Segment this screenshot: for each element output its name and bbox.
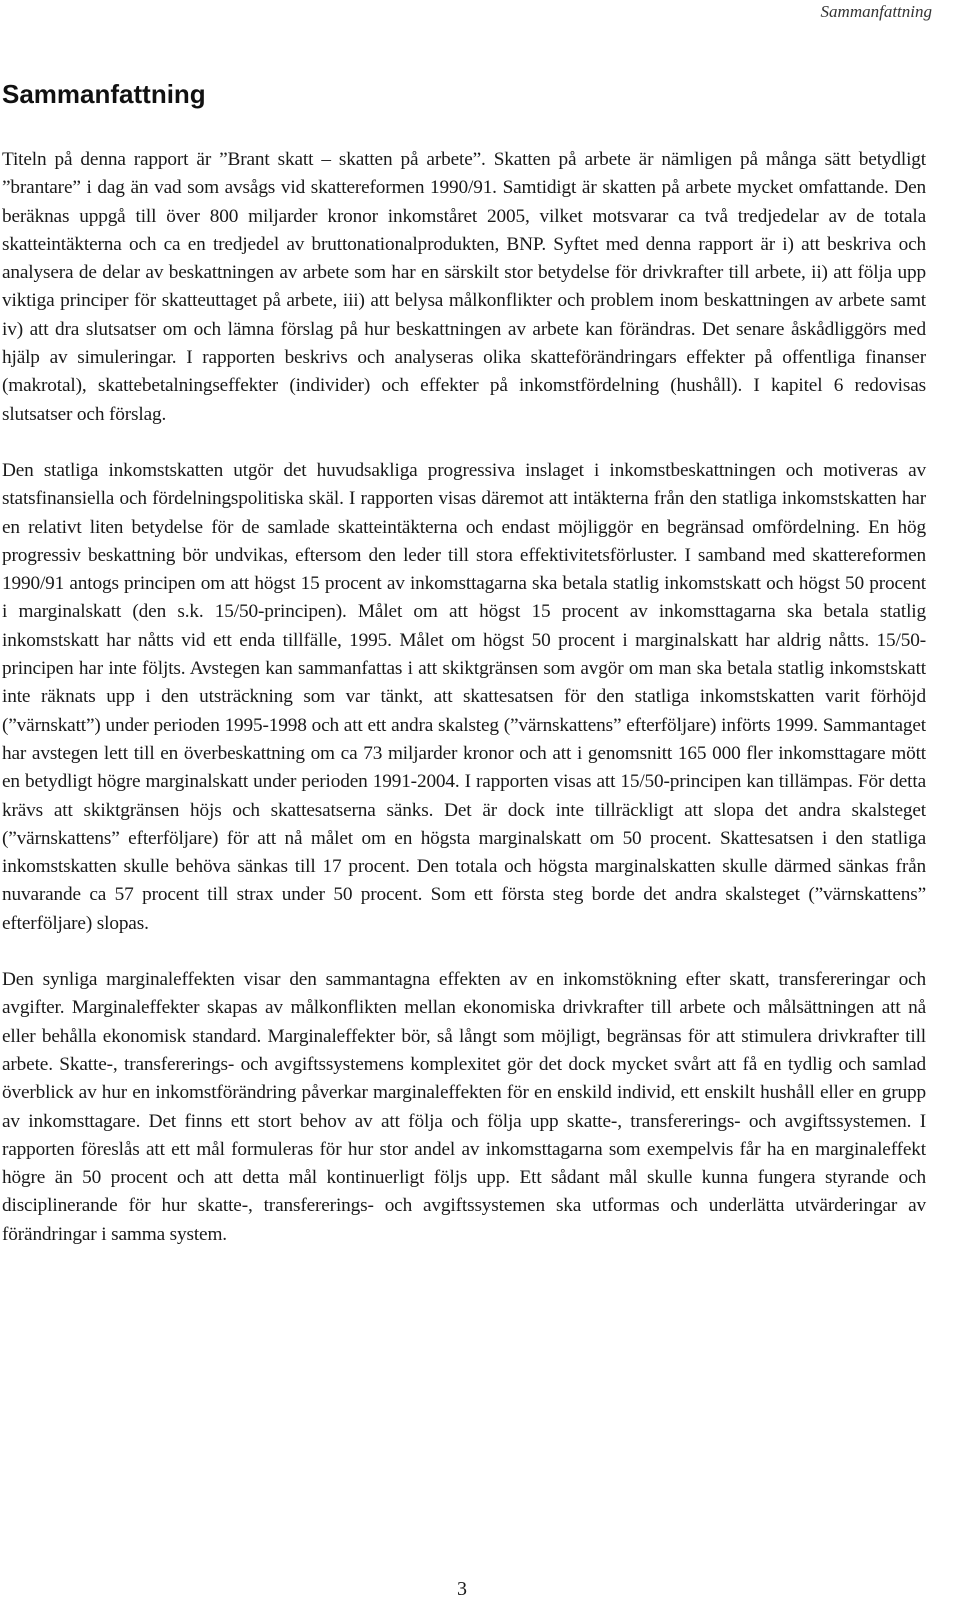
page-number: 3 [457, 1578, 467, 1600]
running-header: Sammanfattning [820, 2, 932, 21]
page-title: Sammanfattning [2, 79, 206, 109]
paragraph-state-income-tax: Den statliga inkomstskatten utgör det huvudsakliga progressiva inslaget i inkomstbeskattningen och motiveras av statsfinansiella och fördelningspolitiska skäl. I rapporten visas däremot att intäkterna från den statliga inkomstskatten har en relativt liten betydelse för de samlade skatteintäkterna och endast möjliggör en begränsad omfördelning. En hög progressiv beskattning bör undvikas, eftersom den leder till stora effektivitetsförluster. I samband med skattereformen 1990/91 antogs principen om att högst 15 procent av inkomsttagarna ska betala statlig inkomstskatt och högst 50 procent i marginalskatt (den s.k. 15/50-principen). Målet om att högst 15 procent av inkomsttagarna ska betala statlig inkomstskatt har nåtts vid ett enda tillfälle, 1995. Målet om högst 50 procent i marginalskatt har aldrig nåtts. 15/50-principen har inte följts. Avstegen kan sammanfattas i att skiktgränsen som avgör om man ska betala statlig inkomstskatt inte räknats upp i den utsträckning som var tänkt, att skattesatsen för den statliga inkomstskatten varit förhöjd (”värnskatt”) under perioden 1995-1998 och att ett andra skalsteg (”värnskattens” efterföljare) införts 1999. Sammantaget har avstegen lett till en överbeskattning om ca 73 miljarder kronor och att i genomsnitt 165 000 fler inkomsttagare mött en betydligt högre marginalskatt under perioden 1991-2004. I rapporten visas att 15/50-principen kan tillämpas. För detta krävs att skiktgränsen höjs och skattesatserna sänks. Det är dock inte tillräckligt att slopa det andra skalsteget (”värnskattens” efterföljare) för att nå målet om en högsta marginalskatt om 50 procent. Skattesatsen i den statliga inkomstskatten skulle behöva sänkas till 17 procent. Den totala och högsta marginalskatten skulle därmed sänkas från nuvarande ca 57 procent till strax under 50 procent. Som ett första steg borde det andra skalsteget (”värnskattens” efterföljare) slopas. [2, 459, 926, 934]
paragraph-marginal-effects: Den synliga marginaleffekten visar den sammantagna effekten av en inkomstökning efter skatt, transfereringar och avgifter. Marginaleffekter skapas av målkonflikten mellan ekonomiska drivkrafter till arbete och målsättningen att nå eller behålla ekonomisk standard. Marginaleffekter bör, så långt som möjligt, begränsas för att stimulera drivkrafter till arbete. Skatte-, transfererings- och avgiftssystemens komplexitet gör det dock mycket svårt att få en tydlig och samlad överblick av hur en inkomstförändring påverkar marginaleffekten för en enskild individ, ett enskilt hushåll eller en grupp av inkomsttagare. Det finns ett stort behov av att följa och följa upp skatte-, transfererings- och avgiftssystemen. I rapporten föreslås att ett mål formuleras för hur stor andel av inkomsttagarna som exempelvis får ha en marginaleffekt högre än 50 procent och att detta mål kontinuerligt följs upp. Ett sådant mål skulle kunna fungera styrande och disciplinerande för hur skatte-, transfererings- och avgiftssystemen ska utformas och underlätta utvärderingar av förändringar i samma system. [2, 969, 926, 1245]
paragraph-intro: Titeln på denna rapport är ”Brant skatt – skatten på arbete”. Skatten på arbete är nämligen på många sätt betydligt ”brantare” i dag än vad som avsågs vid skattereformen 1990/91. Samtidigt är skatten på arbete mycket omfattande. Den beräknas uppgå till över 800 miljarder kronor inkomståret 2005, vilket motsvarar ca två tredjedelar av de totala skatteintäkterna och ca en tredjedel av bruttonationalprodukten, BNP. Syftet med denna rapport är i) att beskriva och analysera de delar av beskattningen av arbete som har en särskilt stor betydelse för drivkrafter till arbete, ii) att följa upp viktiga principer för skatteuttaget på arbete, iii) att belysa målkonflikter och problem inom beskattningen av arbete samt iv) att dra slutsatser om och lämna förslag på hur beskattningen av arbete kan förändras. Det senare åskådliggörs med hjälp av simuleringar. I rapporten beskrivs och analyseras olika skatteförändringars effekter på offentliga finanser (makrotal), skattebetalningseffekter (individer) och effekter på inkomstfördelning (hushåll). I kapitel 6 redovisas slutsatser och förslag. [2, 149, 926, 425]
body-text [2, 146, 926, 1277]
